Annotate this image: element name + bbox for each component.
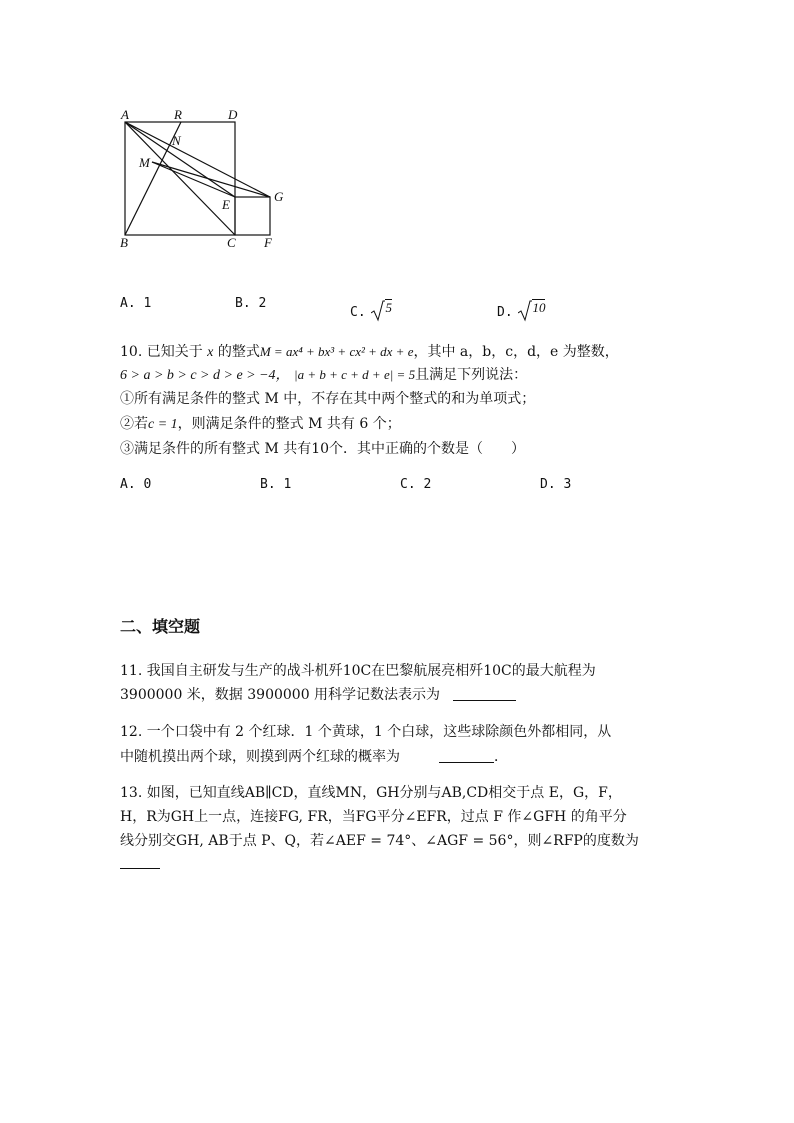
q9-option-c-label: C. [350,305,374,320]
q10-polynomial: M = ax⁴ + bx³ + cx² + dx + e [259,344,414,359]
q13-line-3: 线分别交GH, AB于点 P、Q，若∠AEF = 74°、∠AGF = 56°，则∠RFP的度数为 [120,833,639,849]
q13-line-2: H，R为GH上一点，连接FG, FR，当FG平分∠EFR，过点 F 作∠GFH 的角平分 [120,809,627,825]
square-cfge [235,197,270,235]
q12-answer-blank [439,762,494,763]
q11-answer-blank [453,700,516,701]
segment-mg [152,162,270,197]
q12-line-2: 中随机摸出两个球，则摸到两个红球的概率为 [120,749,400,765]
label-m: M [139,155,150,170]
q10-option-c: C. 2 [400,477,432,492]
q10-line-1 [120,341,619,361]
q9-option-a: A. 1 [120,296,152,311]
q10-option-d: D. 3 [540,477,572,492]
q9-option-d [497,300,545,322]
q10-option-b: B. 1 [260,477,292,492]
q10-statement-2 [120,413,401,433]
q10-option-a: A. 0 [120,477,152,492]
q10-number: 10. 已知关于 [120,344,203,360]
label-g: G [274,189,284,204]
q9-option-c-radicand: 5 [385,300,392,315]
q10-statement-3: ③满足条件的所有整式 M 共有10个．其中正确的个数是（ ） [120,441,526,457]
label-c: C [227,235,236,250]
q10-text-post: ，其中 a，b，c，d，e 为整数， [413,344,619,360]
label-r: R [174,107,182,122]
q10-var-x: x [207,345,214,360]
section-title: 二、填空题 [120,617,201,636]
q13-answer-blank [120,868,160,869]
q12-end-mark: ． [494,749,508,765]
label-d: D [228,107,238,122]
sqrt-icon [371,300,385,322]
q11-line-1: 11. 我国自主研发与生产的战斗机歼10C在巴黎航展亮相歼10C的最大航程为 [120,663,596,679]
label-a: A [121,107,129,122]
q10-ineq: 6 > a > b > c > d > e > −4， [120,368,290,383]
q9-option-b: B. 2 [235,296,267,311]
label-e: E [222,197,230,212]
q9-option-d-label: D. [497,305,521,320]
label-b: B [120,235,128,250]
q10-abs-condition: |a + b + c + d + e| = 5 [294,367,416,382]
q10-s2-pre: ②若 [120,416,148,432]
q10-s2-condition: c = 1 [148,417,178,432]
q13-line-1: 13. 如图，已知直线AB∥CD，直线MN，GH分别与AB,CD相交于点 E，G，F， [120,785,622,801]
q9-option-d-radicand: 10 [532,300,546,315]
q10-line-2 [120,364,527,384]
label-n: N [172,133,181,148]
q10-statement-1: ①所有满足条件的整式 M 中，不存在其中两个整式的和为单项式； [120,391,536,407]
q10-s2-post: ，则满足条件的整式 M 共有 6 个； [177,416,401,432]
q10-line-2-post: 且满足下列说法： [415,367,528,383]
geometry-figure [110,100,310,255]
label-f: F [264,235,272,250]
q9-option-c [350,300,392,322]
sqrt-icon [518,300,532,322]
q12-line-1: 12. 一个口袋中有 2 个红球．1 个黄球，1 个白球，这些球除颜色外都相同，从 [120,724,612,740]
q10-text: 的整式 [217,344,260,360]
q11-line-2: 3900000 米，数据 3900000 用科学记数法表示为 [120,687,441,703]
figure-lines [125,122,270,235]
